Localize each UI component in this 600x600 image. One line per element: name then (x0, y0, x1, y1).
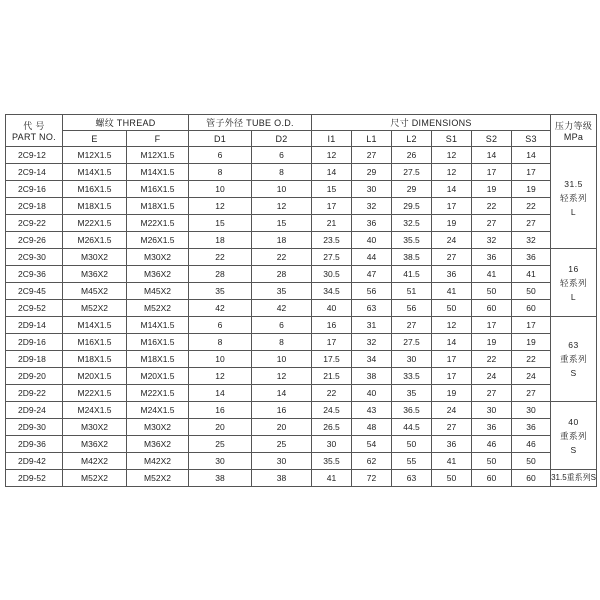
cell-l1: 30 (352, 181, 392, 198)
cell-s1: 36 (432, 266, 472, 283)
cell-e: M18X1.5 (63, 351, 127, 368)
cell-part-no: 2C9-12 (6, 147, 63, 164)
cell-e: M26X1.5 (63, 232, 127, 249)
cell-part-no: 2D9-22 (6, 385, 63, 402)
table-row (6, 402, 597, 419)
table-row (6, 385, 597, 402)
cell-part-no: 2D9-16 (6, 334, 63, 351)
cell-l1: 54 (352, 436, 392, 453)
cell-l1: 34 (352, 351, 392, 368)
cell-l2: 51 (392, 283, 432, 300)
cell-i1: 30.5 (312, 266, 352, 283)
cell-d1: 6 (189, 147, 252, 164)
header-tube-od: 管子外径 TUBE O.D. (189, 115, 312, 131)
cell-s2: 27 (472, 385, 512, 402)
cell-d1: 22 (189, 249, 252, 266)
cell-l1: 32 (352, 198, 392, 215)
cell-i1: 12 (312, 147, 352, 164)
cell-d1: 10 (189, 351, 252, 368)
table-row (6, 368, 597, 385)
pressure-class-line: L (570, 291, 577, 302)
header-d2: D2 (252, 131, 312, 147)
cell-l2: 27.5 (392, 164, 432, 181)
cell-d2: 12 (252, 368, 312, 385)
cell-f: M36X2 (127, 266, 189, 283)
parts-spec-table (5, 114, 597, 487)
table-row (6, 300, 597, 317)
cell-s3: 19 (512, 181, 551, 198)
cell-e: M45X2 (63, 283, 127, 300)
cell-part-no: 2C9-52 (6, 300, 63, 317)
cell-s3: 30 (512, 402, 551, 419)
cell-d2: 8 (252, 334, 312, 351)
pressure-class-line: 重系列 (560, 430, 588, 441)
cell-s1: 14 (432, 334, 472, 351)
cell-l2: 27 (392, 317, 432, 334)
cell-part-no: 2D9-42 (6, 453, 63, 470)
pressure-class-line: 40 (568, 416, 579, 427)
cell-l1: 72 (352, 470, 392, 487)
header-part-no (6, 115, 63, 147)
cell-s2: 24 (472, 368, 512, 385)
cell-s3: 17 (512, 317, 551, 334)
header-pressure-unit: MPa (563, 132, 584, 142)
cell-s3: 17 (512, 164, 551, 181)
cell-d2: 28 (252, 266, 312, 283)
cell-d1: 35 (189, 283, 252, 300)
cell-s2: 60 (472, 470, 512, 487)
table-row (6, 181, 597, 198)
cell-l2: 33.5 (392, 368, 432, 385)
cell-f: M12X1.5 (127, 147, 189, 164)
cell-i1: 26.5 (312, 419, 352, 436)
cell-s1: 12 (432, 147, 472, 164)
cell-i1: 24.5 (312, 402, 352, 419)
table-row (6, 453, 597, 470)
cell-s1: 19 (432, 215, 472, 232)
cell-d1: 12 (189, 368, 252, 385)
cell-f: M16X1.5 (127, 181, 189, 198)
cell-l1: 36 (352, 215, 392, 232)
cell-s3: 14 (512, 147, 551, 164)
cell-s3: 24 (512, 368, 551, 385)
cell-i1: 30 (312, 436, 352, 453)
cell-part-no: 2C9-45 (6, 283, 63, 300)
cell-i1: 21 (312, 215, 352, 232)
header-l1: L1 (352, 131, 392, 147)
header-dimensions: 尺寸 DIMENSIONS (312, 115, 551, 131)
cell-e: M22X1.5 (63, 215, 127, 232)
header-i1: I1 (312, 131, 352, 147)
cell-s3: 41 (512, 266, 551, 283)
cell-d2: 42 (252, 300, 312, 317)
cell-d2: 15 (252, 215, 312, 232)
table-row (6, 215, 597, 232)
cell-f: M45X2 (127, 283, 189, 300)
cell-s3: 36 (512, 249, 551, 266)
cell-d1: 28 (189, 266, 252, 283)
cell-s1: 14 (432, 181, 472, 198)
cell-e: M22X1.5 (63, 385, 127, 402)
cell-l2: 35 (392, 385, 432, 402)
cell-f: M30X2 (127, 419, 189, 436)
cell-part-no: 2C9-14 (6, 164, 63, 181)
cell-i1: 17 (312, 334, 352, 351)
cell-d1: 16 (189, 402, 252, 419)
header-part-no-cn: 代 号 (23, 121, 45, 131)
cell-e: M14X1.5 (63, 317, 127, 334)
cell-s3: 50 (512, 283, 551, 300)
cell-l2: 41.5 (392, 266, 432, 283)
cell-i1: 34.5 (312, 283, 352, 300)
cell-d2: 38 (252, 470, 312, 487)
cell-s3: 60 (512, 300, 551, 317)
cell-d1: 30 (189, 453, 252, 470)
cell-d1: 8 (189, 164, 252, 181)
cell-d1: 10 (189, 181, 252, 198)
header-pressure-cn: 压力等级 (554, 121, 593, 131)
cell-d2: 22 (252, 249, 312, 266)
header-e: E (63, 131, 127, 147)
cell-s1: 36 (432, 436, 472, 453)
cell-d2: 8 (252, 164, 312, 181)
cell-d2: 10 (252, 351, 312, 368)
cell-part-no: 2D9-36 (6, 436, 63, 453)
cell-s3: 46 (512, 436, 551, 453)
cell-d2: 20 (252, 419, 312, 436)
cell-f: M18X1.5 (127, 351, 189, 368)
cell-s1: 27 (432, 419, 472, 436)
cell-f: M42X2 (127, 453, 189, 470)
cell-l1: 31 (352, 317, 392, 334)
cell-e: M24X1.5 (63, 402, 127, 419)
cell-l2: 29.5 (392, 198, 432, 215)
pressure-class-cell (551, 147, 597, 249)
cell-i1: 27.5 (312, 249, 352, 266)
cell-s1: 50 (432, 470, 472, 487)
cell-s2: 50 (472, 283, 512, 300)
cell-l1: 47 (352, 266, 392, 283)
cell-e: M52X2 (63, 470, 127, 487)
cell-l1: 32 (352, 334, 392, 351)
cell-part-no: 2C9-18 (6, 198, 63, 215)
pressure-class-cell (551, 470, 597, 487)
cell-l2: 26 (392, 147, 432, 164)
pressure-class-line: L (570, 206, 577, 217)
cell-s3: 19 (512, 334, 551, 351)
cell-f: M22X1.5 (127, 385, 189, 402)
cell-e: M30X2 (63, 249, 127, 266)
header-s3: S3 (512, 131, 551, 147)
cell-s1: 41 (432, 453, 472, 470)
pressure-class-line: S (570, 368, 577, 378)
cell-l2: 44.5 (392, 419, 432, 436)
cell-f: M14X1.5 (127, 317, 189, 334)
cell-s2: 32 (472, 232, 512, 249)
cell-d2: 16 (252, 402, 312, 419)
cell-f: M14X1.5 (127, 164, 189, 181)
cell-s1: 27 (432, 249, 472, 266)
cell-d1: 18 (189, 232, 252, 249)
cell-s3: 22 (512, 198, 551, 215)
cell-i1: 23.5 (312, 232, 352, 249)
cell-s3: 22 (512, 351, 551, 368)
cell-d1: 20 (189, 419, 252, 436)
cell-s3: 32 (512, 232, 551, 249)
cell-i1: 15 (312, 181, 352, 198)
cell-part-no: 2D9-30 (6, 419, 63, 436)
cell-i1: 22 (312, 385, 352, 402)
cell-d1: 6 (189, 317, 252, 334)
cell-f: M52X2 (127, 300, 189, 317)
cell-f: M26X1.5 (127, 232, 189, 249)
cell-part-no: 2C9-30 (6, 249, 63, 266)
cell-s1: 19 (432, 385, 472, 402)
cell-l1: 27 (352, 147, 392, 164)
cell-d2: 6 (252, 147, 312, 164)
cell-i1: 40 (312, 300, 352, 317)
cell-l1: 56 (352, 283, 392, 300)
cell-l1: 62 (352, 453, 392, 470)
cell-part-no: 2C9-22 (6, 215, 63, 232)
cell-d1: 14 (189, 385, 252, 402)
cell-d2: 14 (252, 385, 312, 402)
cell-s2: 19 (472, 334, 512, 351)
cell-s1: 17 (432, 198, 472, 215)
cell-s1: 17 (432, 368, 472, 385)
table-row (6, 164, 597, 181)
cell-part-no: 2D9-14 (6, 317, 63, 334)
header-thread: 螺纹 THREAD (63, 115, 189, 131)
cell-i1: 16 (312, 317, 352, 334)
cell-f: M22X1.5 (127, 215, 189, 232)
cell-part-no: 2D9-18 (6, 351, 63, 368)
cell-f: M36X2 (127, 436, 189, 453)
cell-s1: 12 (432, 317, 472, 334)
table-row (6, 249, 597, 266)
cell-l1: 63 (352, 300, 392, 317)
cell-d2: 35 (252, 283, 312, 300)
cell-e: M36X2 (63, 436, 127, 453)
table-row (6, 470, 597, 487)
cell-l1: 29 (352, 164, 392, 181)
cell-e: M52X2 (63, 300, 127, 317)
table-header (6, 115, 597, 147)
table-row (6, 317, 597, 334)
cell-f: M20X1.5 (127, 368, 189, 385)
cell-e: M14X1.5 (63, 164, 127, 181)
cell-s2: 41 (472, 266, 512, 283)
cell-f: M52X2 (127, 470, 189, 487)
cell-s2: 19 (472, 181, 512, 198)
cell-s2: 22 (472, 198, 512, 215)
cell-l1: 44 (352, 249, 392, 266)
cell-i1: 41 (312, 470, 352, 487)
cell-e: M20X1.5 (63, 368, 127, 385)
cell-e: M16X1.5 (63, 181, 127, 198)
header-pressure (551, 115, 597, 147)
cell-l2: 27.5 (392, 334, 432, 351)
cell-s2: 60 (472, 300, 512, 317)
pressure-class-line: 重系列 (560, 354, 588, 364)
cell-l2: 30 (392, 351, 432, 368)
cell-d1: 38 (189, 470, 252, 487)
cell-s1: 41 (432, 283, 472, 300)
header-part-no-en: PART NO. (12, 132, 56, 142)
cell-l1: 43 (352, 402, 392, 419)
cell-d2: 18 (252, 232, 312, 249)
cell-e: M18X1.5 (63, 198, 127, 215)
cell-d1: 12 (189, 198, 252, 215)
header-l2: L2 (392, 131, 432, 147)
cell-f: M16X1.5 (127, 334, 189, 351)
cell-l2: 38.5 (392, 249, 432, 266)
cell-d1: 42 (189, 300, 252, 317)
cell-s3: 27 (512, 215, 551, 232)
cell-l1: 40 (352, 232, 392, 249)
header-d1: D1 (189, 131, 252, 147)
pressure-class-line: 轻系列 (560, 277, 588, 288)
cell-i1: 21.5 (312, 368, 352, 385)
cell-s2: 22 (472, 351, 512, 368)
cell-s2: 36 (472, 249, 512, 266)
pressure-class-cell (551, 402, 597, 470)
cell-s2: 50 (472, 453, 512, 470)
cell-s2: 27 (472, 215, 512, 232)
cell-part-no: 2D9-52 (6, 470, 63, 487)
cell-d1: 15 (189, 215, 252, 232)
cell-l1: 40 (352, 385, 392, 402)
cell-i1: 17 (312, 198, 352, 215)
cell-part-no: 2D9-24 (6, 402, 63, 419)
cell-l1: 48 (352, 419, 392, 436)
cell-l2: 32.5 (392, 215, 432, 232)
cell-s3: 27 (512, 385, 551, 402)
cell-e: M42X2 (63, 453, 127, 470)
pressure-class-line: 16 (568, 263, 579, 274)
cell-d2: 25 (252, 436, 312, 453)
cell-s1: 12 (432, 164, 472, 181)
pressure-class-line: 31.5 (564, 178, 583, 189)
header-s1: S1 (432, 131, 472, 147)
pressure-class-line: 轻系列 (560, 192, 588, 203)
cell-i1: 35.5 (312, 453, 352, 470)
cell-s3: 60 (512, 470, 551, 487)
cell-d2: 10 (252, 181, 312, 198)
cell-e: M12X1.5 (63, 147, 127, 164)
table-row (6, 266, 597, 283)
cell-part-no: 2C9-16 (6, 181, 63, 198)
cell-s1: 17 (432, 351, 472, 368)
cell-s2: 14 (472, 147, 512, 164)
pressure-class-line: S (570, 444, 577, 455)
table-row (6, 334, 597, 351)
cell-d2: 12 (252, 198, 312, 215)
table-body (6, 147, 597, 487)
pressure-class-cell (551, 249, 597, 317)
table-row (6, 147, 597, 164)
cell-part-no: 2C9-26 (6, 232, 63, 249)
cell-l2: 63 (392, 470, 432, 487)
table-row (6, 351, 597, 368)
cell-d1: 25 (189, 436, 252, 453)
cell-s1: 24 (432, 232, 472, 249)
cell-s3: 50 (512, 453, 551, 470)
cell-l2: 29 (392, 181, 432, 198)
cell-s2: 46 (472, 436, 512, 453)
table-row (6, 198, 597, 215)
cell-d2: 30 (252, 453, 312, 470)
table-row (6, 436, 597, 453)
pressure-class-line: 63 (568, 340, 579, 350)
cell-f: M24X1.5 (127, 402, 189, 419)
cell-i1: 14 (312, 164, 352, 181)
pressure-class-cell (551, 317, 597, 402)
cell-f: M30X2 (127, 249, 189, 266)
cell-l2: 50 (392, 436, 432, 453)
header-f: F (127, 131, 189, 147)
cell-s2: 17 (472, 317, 512, 334)
cell-s2: 30 (472, 402, 512, 419)
cell-s2: 17 (472, 164, 512, 181)
cell-e: M30X2 (63, 419, 127, 436)
cell-l2: 36.5 (392, 402, 432, 419)
cell-l2: 55 (392, 453, 432, 470)
header-s2: S2 (472, 131, 512, 147)
cell-f: M18X1.5 (127, 198, 189, 215)
cell-part-no: 2D9-20 (6, 368, 63, 385)
cell-s3: 36 (512, 419, 551, 436)
cell-s1: 24 (432, 402, 472, 419)
cell-s1: 50 (432, 300, 472, 317)
cell-e: M16X1.5 (63, 334, 127, 351)
cell-d1: 8 (189, 334, 252, 351)
cell-l1: 38 (352, 368, 392, 385)
cell-l2: 35.5 (392, 232, 432, 249)
pressure-class-line: 31.5重系列S (551, 473, 596, 482)
cell-i1: 17.5 (312, 351, 352, 368)
cell-l2: 56 (392, 300, 432, 317)
table-row (6, 419, 597, 436)
cell-d2: 6 (252, 317, 312, 334)
table-row (6, 232, 597, 249)
cell-s2: 36 (472, 419, 512, 436)
cell-e: M36X2 (63, 266, 127, 283)
table-row (6, 283, 597, 300)
cell-part-no: 2C9-36 (6, 266, 63, 283)
